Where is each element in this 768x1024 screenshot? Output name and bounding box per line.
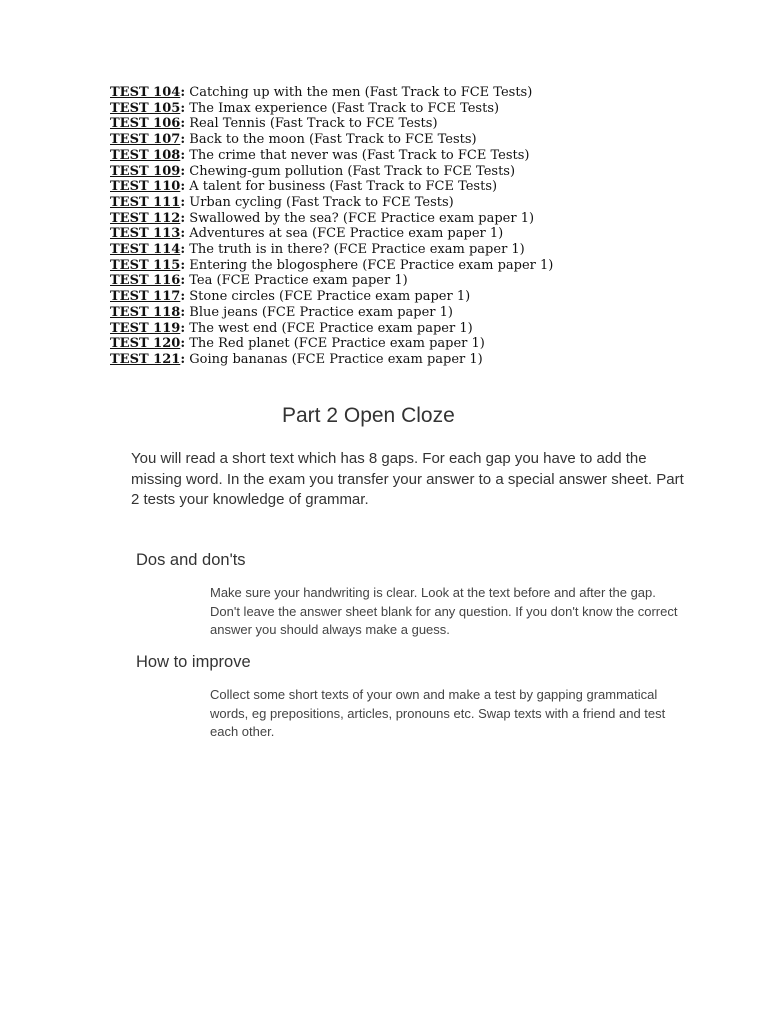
section-title: Part 2 Open Cloze (282, 404, 455, 427)
test-title: The Imax experience (Fast Track to FCE Tests) (189, 100, 500, 116)
test-link[interactable]: TEST 116 (110, 273, 181, 289)
test-item: TEST 107: Back to the moon (Fast Track to FCE Tests) (110, 132, 477, 148)
test-item: TEST 121: Going bananas (FCE Practice exam paper 1) (110, 351, 483, 367)
test-title: The west end (FCE Practice exam paper 1) (189, 320, 473, 336)
test-title: Urban cycling (Fast Track to FCE Tests) (189, 194, 454, 210)
test-item: TEST 115: Entering the blogosphere (FCE Practice exam paper 1) (110, 257, 554, 273)
test-title: Swallowed by the sea? (FCE Practice exam paper 1) (189, 210, 535, 226)
test-link[interactable]: TEST 104 (110, 85, 181, 100)
test-link[interactable]: TEST 106 (110, 116, 181, 132)
test-item: TEST 108: The crime that never was (Fast Track to FCE Tests) (110, 147, 530, 163)
test-item: TEST 116: Tea (FCE Practice exam paper 1) (110, 273, 408, 289)
test-title: A talent for business (Fast Track to FCE Tests) (189, 179, 498, 195)
dos-heading: Dos and don'ts (136, 551, 246, 569)
section-intro: You will read a short text which has 8 gaps. For each gap you have to add the missing word. In the exam you transfer your answer to a special answer sheet. Part 2 tests your knowledge of grammar. (131, 450, 684, 508)
test-link[interactable]: TEST 121 (110, 351, 181, 367)
test-title: Going bananas (FCE Practice exam paper 1) (189, 351, 483, 367)
test-item: TEST 111: Urban cycling (Fast Track to FCE Tests) (110, 194, 454, 210)
test-item: TEST 105: The Imax experience (Fast Track to FCE Tests) (110, 100, 500, 116)
test-link[interactable]: TEST 119 (110, 320, 181, 336)
test-item: TEST 117: Stone circles (FCE Practice exam paper 1) (110, 289, 471, 305)
test-title: Back to the moon (Fast Track to FCE Tests) (189, 132, 477, 148)
test-link[interactable]: TEST 108 (110, 147, 181, 163)
improve-heading: How to improve (136, 653, 251, 671)
test-title: Stone circles (FCE Practice exam paper 1) (189, 289, 471, 305)
test-link[interactable]: TEST 109 (110, 163, 181, 179)
test-item: TEST 112: Swallowed by the sea? (FCE Practice exam paper 1) (110, 210, 535, 226)
test-link[interactable]: TEST 105 (110, 100, 181, 116)
test-item: TEST 119: The west end (FCE Practice exam paper 1) (110, 320, 473, 336)
test-title: Real Tennis (Fast Track to FCE Tests) (189, 116, 438, 132)
test-link[interactable]: TEST 120 (110, 336, 181, 352)
test-item: TEST 110: A talent for business (Fast Track to FCE Tests) (110, 179, 498, 195)
dos-paragraph: Make sure your handwriting is clear. Look at the text before and after the gap. Don't leave the answer sheet blank for any question. If you don't know the correct answer you should always make a guess. (210, 585, 678, 637)
test-link[interactable]: TEST 107 (110, 132, 181, 148)
test-link[interactable]: TEST 117 (110, 289, 181, 305)
test-link[interactable]: TEST 112 (110, 210, 181, 226)
test-item: TEST 120: The Red planet (FCE Practice exam paper 1) (110, 336, 485, 352)
test-link[interactable]: TEST 111 (110, 194, 181, 210)
test-item: TEST 104: Catching up with the men (Fast Track to FCE Tests) (110, 85, 533, 100)
test-title: Entering the blogosphere (FCE Practice exam paper 1) (189, 257, 554, 273)
test-item: TEST 109: Chewing-gum pollution (Fast Track to FCE Tests) (110, 163, 516, 179)
test-item: TEST 106: Real Tennis (Fast Track to FCE Tests) (110, 116, 438, 132)
test-title: Adventures at sea (FCE Practice exam paper 1) (189, 226, 504, 242)
test-title: Tea (FCE Practice exam paper 1) (189, 273, 408, 289)
improve-paragraph: Collect some short texts of your own and make a test by gapping grammatical words, eg prepositions, articles, pronouns etc. Swap texts with a friend and test each other. (210, 687, 666, 739)
test-item: TEST 113: Adventures at sea (FCE Practice exam paper 1) (110, 226, 504, 242)
test-item: TEST 114: The truth is in there? (FCE Practice exam paper 1) (110, 242, 525, 258)
test-title: Blue jeans (FCE Practice exam paper 1) (189, 304, 453, 320)
test-title: The truth is in there? (FCE Practice exam paper 1) (189, 242, 525, 258)
test-title: The Red planet (FCE Practice exam paper 1) (189, 336, 485, 352)
test-title: The crime that never was (Fast Track to FCE Tests) (189, 147, 530, 163)
test-list (110, 85, 553, 368)
test-link[interactable]: TEST 118 (110, 304, 181, 320)
test-title: Chewing-gum pollution (Fast Track to FCE Tests) (189, 163, 516, 179)
test-link[interactable]: TEST 114 (110, 242, 181, 258)
test-title: Catching up with the men (Fast Track to FCE Tests) (189, 85, 533, 100)
test-link[interactable]: TEST 113 (110, 226, 181, 242)
test-link[interactable]: TEST 110 (110, 179, 181, 195)
test-item: TEST 118: Blue jeans (FCE Practice exam paper 1) (110, 304, 453, 320)
test-link[interactable]: TEST 115 (110, 257, 181, 273)
